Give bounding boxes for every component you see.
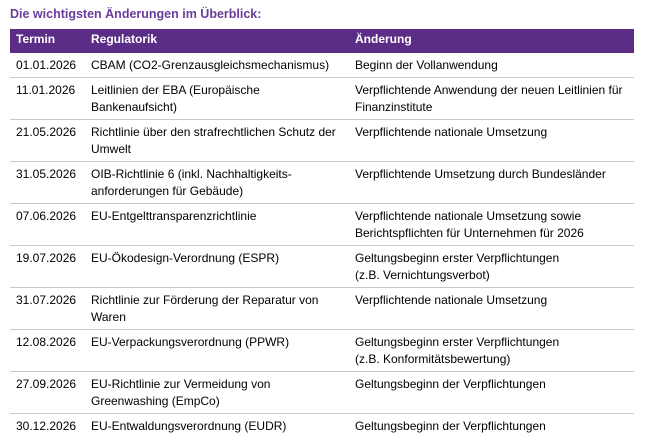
cell-regulatorik: EU-Ökodesign-Verordnung (ESPR) <box>85 246 349 288</box>
cell-aenderung: Geltungsbeginn erster Verpflichtungen (z.B. Vernichtungsverbot) <box>349 246 634 288</box>
cell-aenderung: Verpflichtende nationale Umsetzung <box>349 120 634 162</box>
cell-regulatorik: EU-Richtlinie zur Vermeidung von Greenwashing (EmpCo) <box>85 372 349 414</box>
cell-termin: 12.08.2026 <box>10 330 85 372</box>
cell-regulatorik: EU-Verpackungsverordnung (PPWR) <box>85 330 349 372</box>
cell-termin: 01.01.2026 <box>10 53 85 78</box>
cell-aenderung: Verpflichtende Umsetzung durch Bundesländer <box>349 162 634 204</box>
cell-aenderung: Verpflichtende Anwendung der neuen Leitlinien für Finanzinstitute <box>349 78 634 120</box>
cell-aenderung: Verpflichtende nationale Umsetzung <box>349 288 634 330</box>
table-row <box>10 246 634 288</box>
cell-regulatorik: EU-Entgelttransparenzrichtlinie <box>85 204 349 246</box>
cell-termin: 27.09.2026 <box>10 372 85 414</box>
cell-termin: 30.12.2026 <box>16 419 77 433</box>
cell-regulatorik: OIB-Richtlinie 6 (inkl. Nachhaltigkeits- anforderungen für Gebäude) <box>85 162 349 204</box>
regulation-table <box>10 29 634 438</box>
cell-termin: 31.07.2026 <box>10 288 85 330</box>
cell-regulatorik: CBAM (CO2-Grenzausgleichsmechanismus) <box>85 53 349 78</box>
cell-aenderung: Beginn der Vollanwendung <box>349 53 634 78</box>
cell-aenderung: Verpflichtende nationale Umsetzung sowie Berichtspflichten für Unternehmen für 2026 <box>349 204 634 246</box>
column-header-termin: Termin <box>10 29 85 53</box>
column-header-aenderung: Änderung <box>349 29 634 53</box>
cell-termin: 11.01.2026 <box>10 78 85 120</box>
cell-termin: 19.07.2026 <box>10 246 85 288</box>
cell-regulatorik: EU-Entwaldungsverordnung (EUDR) <box>91 419 287 433</box>
cell-termin: 07.06.2026 <box>10 204 85 246</box>
table-row <box>10 330 634 372</box>
cell-termin: 31.05.2026 <box>10 162 85 204</box>
cell-regulatorik: Richtlinie über den strafrechtlichen Schutz der Umwelt <box>85 120 349 162</box>
cell-regulatorik: Richtlinie zur Förderung der Reparatur von Waren <box>85 288 349 330</box>
cell-termin: 21.05.2026 <box>10 120 85 162</box>
table-row <box>10 162 634 204</box>
table-header-row <box>10 29 634 53</box>
cell-regulatorik: Leitlinien der EBA (Europäische Bankenaufsicht) <box>85 78 349 120</box>
table-row <box>10 204 634 246</box>
section-heading: Die wichtigsten Änderungen im Überblick: <box>10 7 262 21</box>
table-row <box>10 414 634 439</box>
table-row <box>10 288 634 330</box>
table-row <box>10 78 634 120</box>
cell-aenderung: Geltungsbeginn der Verpflichtungen <box>349 372 634 414</box>
cell-aenderung: Geltungsbeginn der Verpflichtungen <box>355 419 546 433</box>
table-row <box>10 372 634 414</box>
cell-aenderung: Geltungsbeginn erster Verpflichtungen (z.B. Konformitätsbewertung) <box>349 330 634 372</box>
table-row <box>10 120 634 162</box>
column-header-regulatorik: Regulatorik <box>85 29 349 53</box>
table-row <box>10 53 634 78</box>
